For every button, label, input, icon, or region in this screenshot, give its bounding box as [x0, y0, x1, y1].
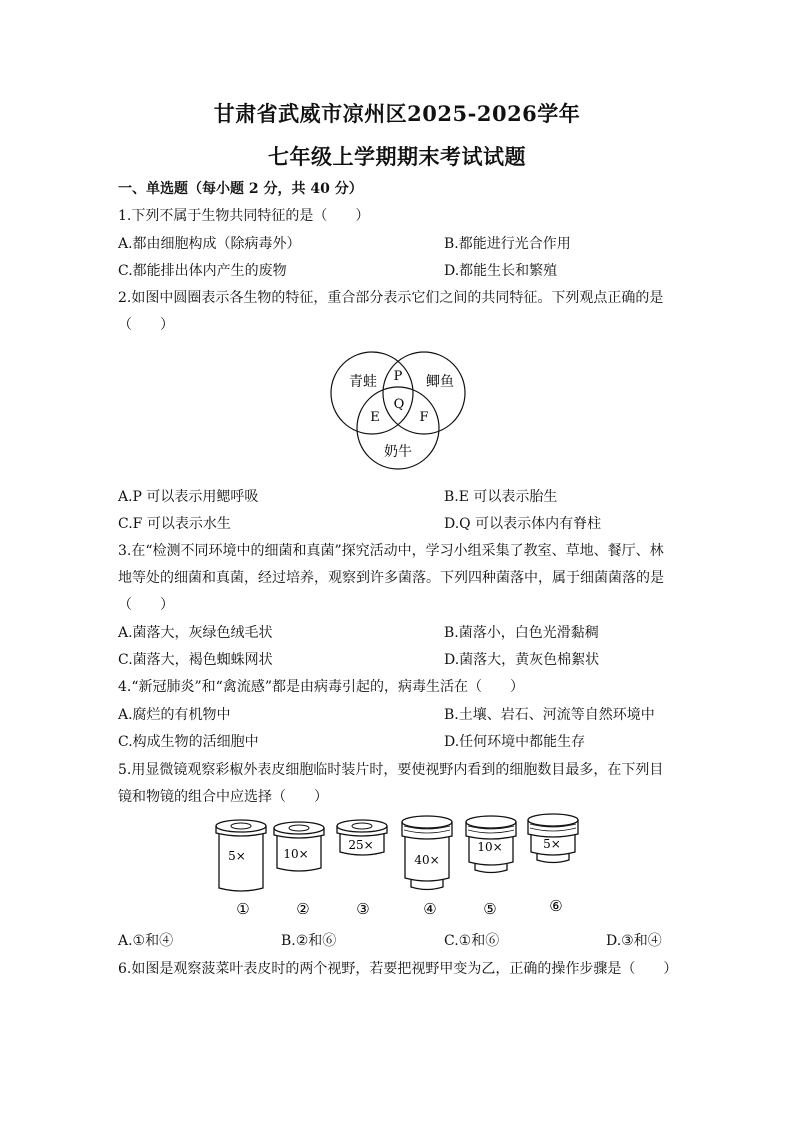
objective-lens-6: [528, 814, 578, 863]
question-3-stem-line3: （ ）: [118, 597, 174, 613]
objective-lens-4: [402, 816, 452, 890]
question-2-option-c: C.F 可以表示水生: [118, 516, 231, 532]
question-1-stem: 1.下列不属于生物共同特征的是（ ）: [118, 208, 370, 224]
question-4-stem: 4.“新冠肺炎”和“禽流感”都是由病毒引起的，病毒生活在（ ）: [118, 679, 524, 695]
microscope-lenses-figure: [208, 812, 584, 920]
question-5-stem-line2: 镜和物镜的组合中应选择（ ）: [118, 789, 328, 805]
region-e-label: E: [370, 410, 380, 425]
question-3-stem-line2: 地等处的细菌和真菌，经过培养，观察到许多菌落。下列四种菌落中，属于细菌菌落的是: [118, 570, 664, 586]
question-5-option-a: A.①和④: [118, 933, 174, 949]
lens-number-2: ②: [296, 900, 310, 918]
objective-lens-5: [466, 816, 516, 873]
venn-diagram: [328, 346, 474, 472]
question-5-option-c: C.①和⑥: [444, 933, 500, 949]
question-1-option-b: B.都能进行光合作用: [444, 236, 571, 252]
question-2-option-a: A.P 可以表示用鳃呼吸: [118, 489, 259, 505]
question-2-stem-line1: 2.如图中圆圈表示各生物的特征，重合部分表示它们之间的共同特征。下列观点正确的是: [118, 290, 664, 306]
exam-subtitle: 七年级上学期期末考试试题: [268, 144, 526, 169]
eyepiece-lens-2: [274, 822, 324, 871]
crucian-carp-label: 鲫鱼: [426, 374, 454, 390]
question-4-option-c: C.构成生物的活细胞中: [118, 734, 259, 750]
lens-number-1: ①: [236, 900, 250, 918]
lens-5-magnification: 10×: [477, 840, 503, 854]
question-3-option-c: C.菌落大，褐色蜘蛛网状: [118, 652, 273, 668]
question-4-option-b: B.土壤、岩石、河流等自然环境中: [444, 707, 655, 723]
question-1-option-d: D.都能生长和繁殖: [444, 263, 558, 279]
lens-1-magnification: 5×: [228, 849, 246, 863]
eyepiece-lens-1: [216, 820, 266, 891]
question-3-option-b: B.菌落小，白色光滑黏稠: [444, 625, 599, 641]
lens-4-magnification: 40×: [414, 853, 440, 867]
lens-number-5: ⑤: [483, 900, 497, 918]
region-p-label: P: [393, 369, 403, 384]
eyepiece-lens-3: [337, 820, 387, 855]
exam-title: 甘肃省武威市凉州区2025-2026学年: [213, 101, 581, 126]
cow-label: 奶牛: [384, 444, 412, 460]
question-5-option-b: B.②和⑥: [281, 933, 337, 949]
question-3-option-a: A.菌落大，灰绿色绒毛状: [118, 625, 273, 641]
lens-number-6: ⑥: [549, 897, 563, 915]
question-1-option-a: A.都由细胞构成（除病毒外）: [118, 236, 301, 252]
lens-number-4: ④: [423, 900, 437, 918]
question-2-stem-line2: （ ）: [118, 317, 174, 333]
lens-2-magnification: 10×: [283, 847, 309, 861]
question-4-option-d: D.任何环境中都能生存: [444, 734, 586, 750]
lens-number-3: ③: [356, 900, 370, 918]
question-2-option-d: D.Q 可以表示体内有脊柱: [444, 516, 602, 532]
question-2-option-b: B.E 可以表示胎生: [444, 489, 558, 505]
question-3-stem-line1: 3.在“检测不同环境中的细菌和真菌”探究活动中，学习小组采集了教室、草地、餐厅、林: [118, 543, 664, 559]
frog-label: 青蛙: [349, 374, 377, 390]
region-f-label: F: [419, 410, 429, 425]
region-q-label: Q: [393, 397, 405, 412]
question-3-option-d: D.菌落大，黄灰色棉絮状: [444, 652, 600, 668]
question-1-option-c: C.都能排出体内产生的废物: [118, 263, 287, 279]
section-heading: 一、单选题（每小题 2 分，共 40 分）: [118, 181, 363, 197]
question-6-stem: 6.如图是观察菠菜叶表皮时的两个视野，若要把视野甲变为乙，正确的操作步骤是（ ）: [118, 961, 678, 977]
question-4-option-a: A.腐烂的有机物中: [118, 707, 231, 723]
question-5-stem-line1: 5.用显微镜观察彩椒外表皮细胞临时装片时，要使视野内看到的细胞数目最多，在下列目: [118, 762, 664, 778]
lens-3-magnification: 25×: [348, 838, 374, 852]
lens-6-magnification: 5×: [543, 837, 561, 851]
question-5-option-d: D.③和④: [606, 933, 662, 949]
